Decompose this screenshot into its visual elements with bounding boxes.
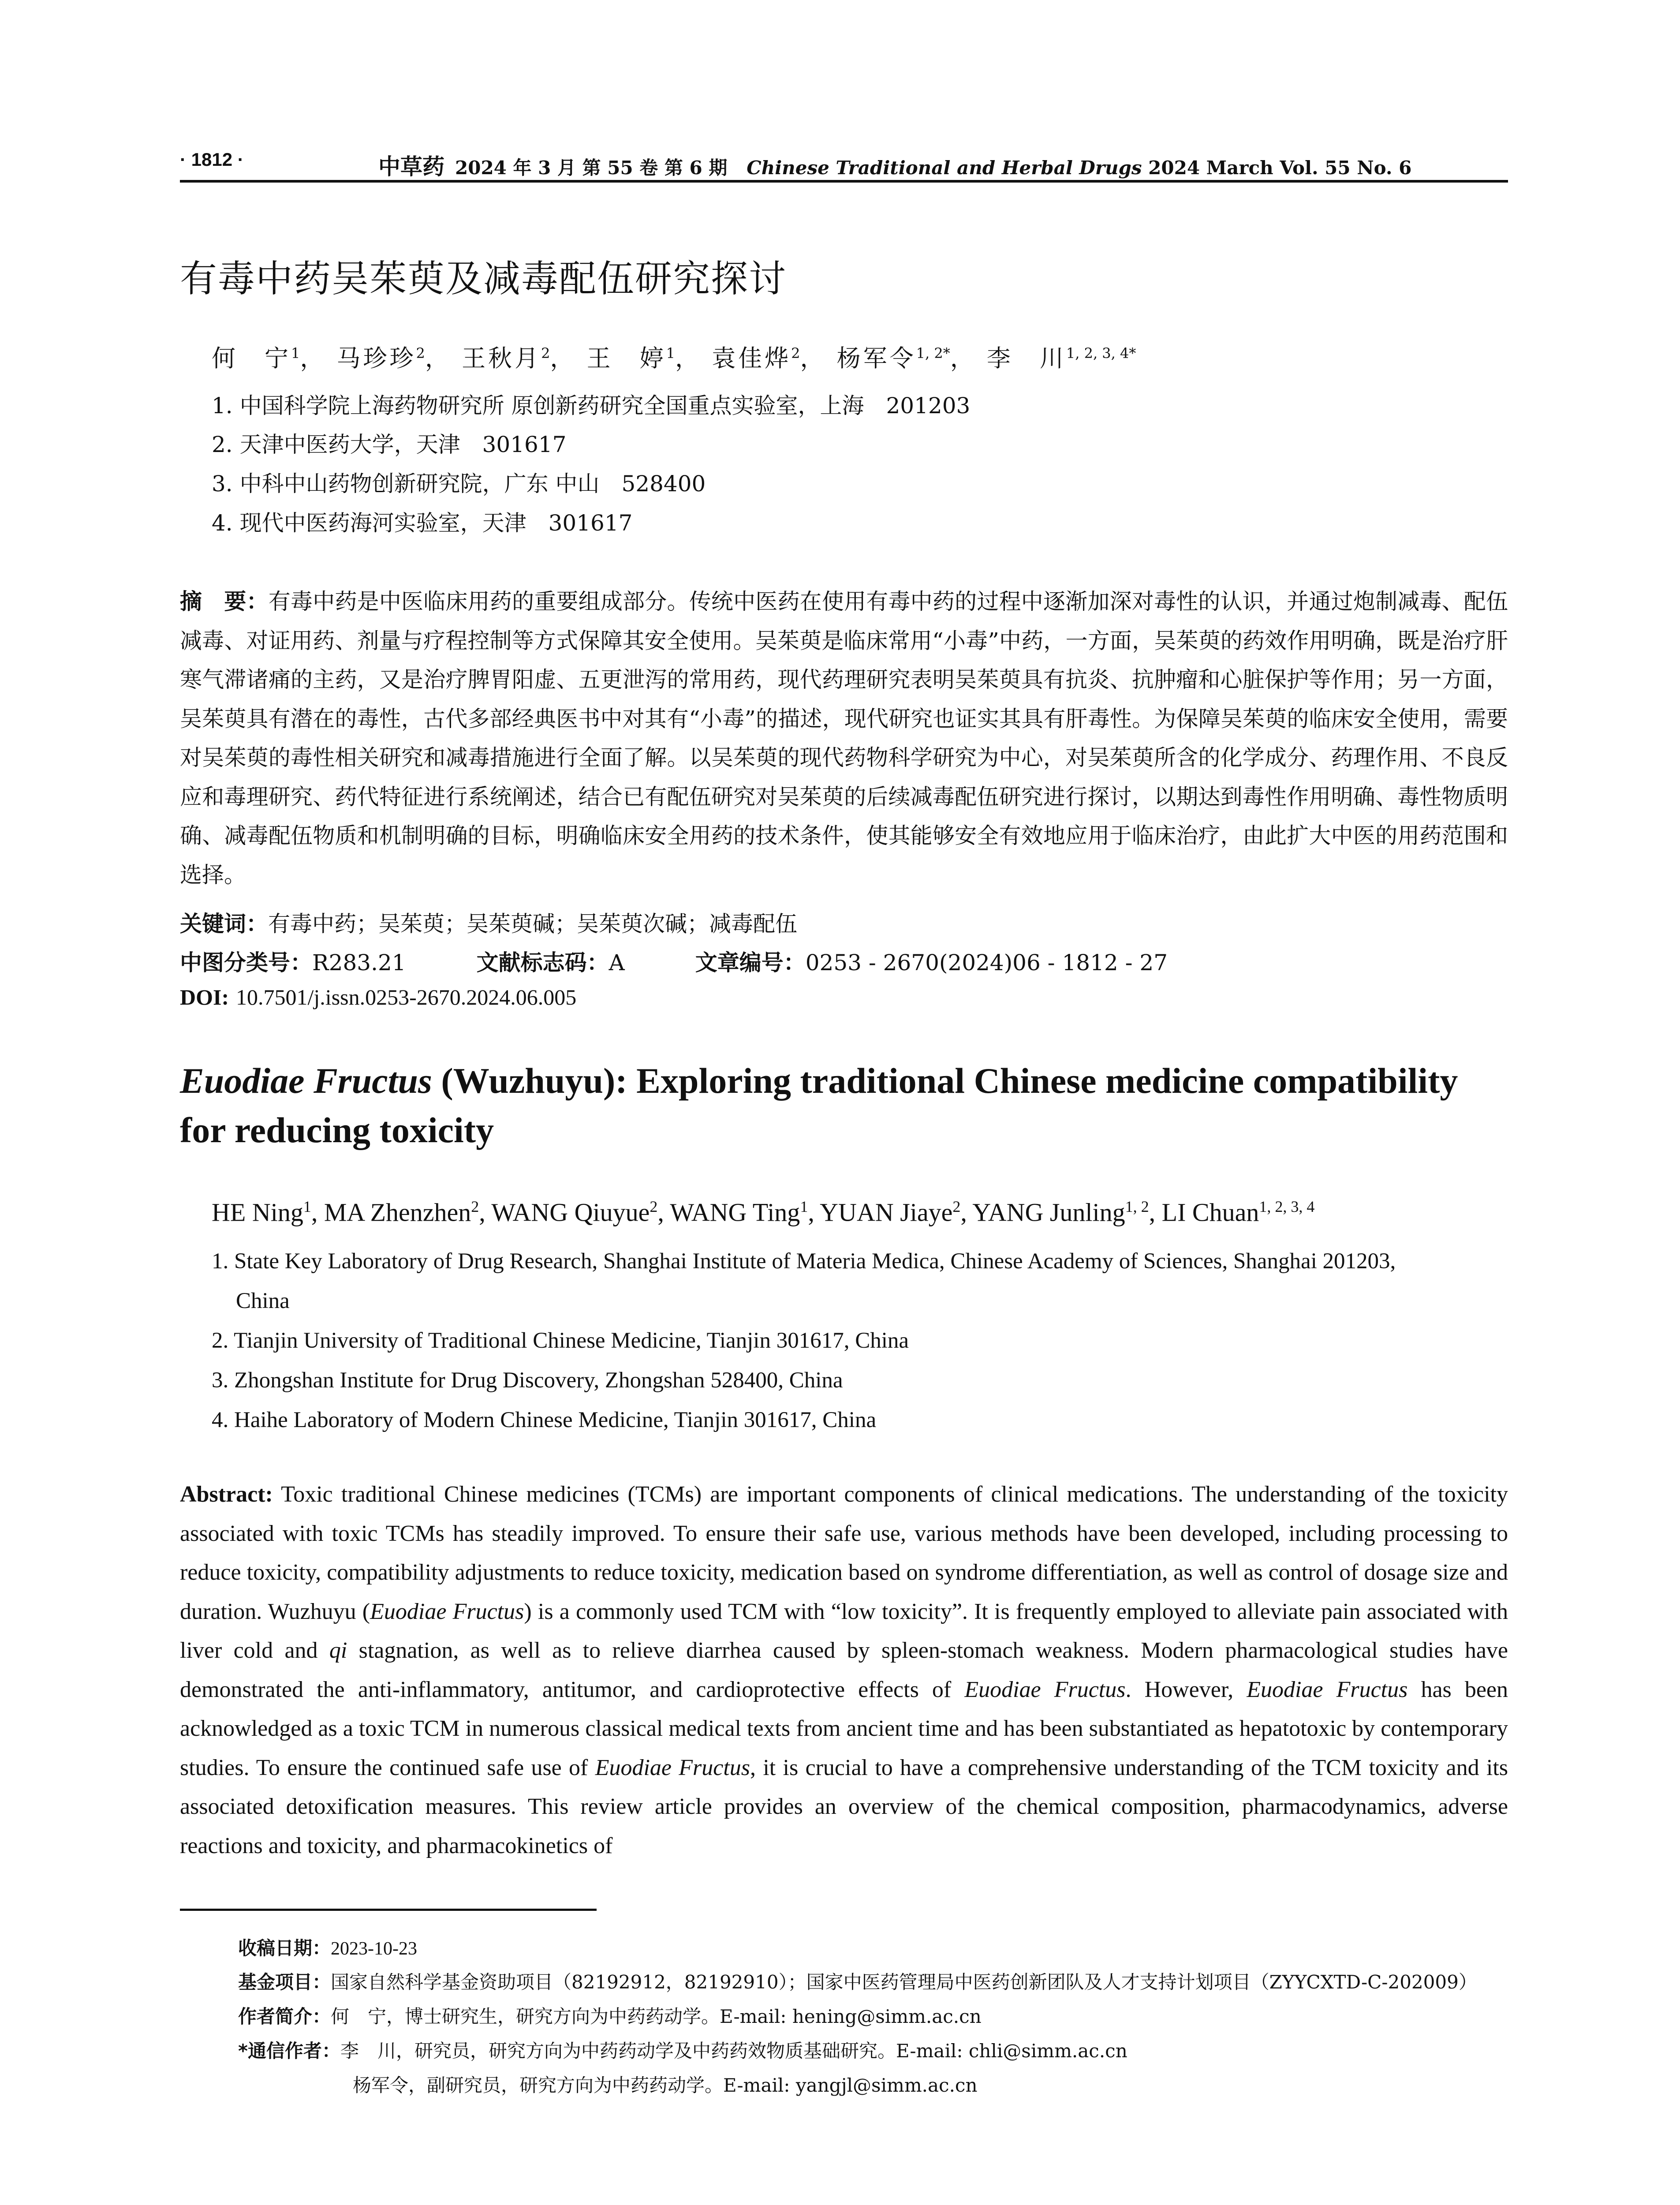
zh-author-list: 何 宁$^1$， 马珍珍$^2$， 王秋月$^2$， 王 婷$^1$， 袁佳烨$^2$， 杨军令$^{1, 2*}$， 李 川$^{1, 2, 3, 4*}$	[212, 344, 1136, 372]
zh-author: 袁佳烨	[712, 344, 791, 372]
zh-author: 王秋月	[462, 344, 541, 372]
zh-abstract-text: 有毒中药是中医临床用药的重要组成部分。传统中医药在使用有毒中药的过程中逐渐加深对毒性的认识，并通过炮制减毒、配伍减毒、对证用药、剂量与疗程控制等方式保障其安全使用。吴茱萸是临床常用“小毒”中药，一方面，吴茱萸的药效作用明确，既是治疗肝寒气滞诸痛的主药，又是治疗脾胃阳虚、五更泄泻的常用药，现代药理研究表明吴茱萸具有抗炎、抗肿瘤和心脏保护等作用；另一方面，吴茱萸具有潜在的毒性，古代多部经典医书中对其有“小毒”的描述，现代研究也证实其具有肝毒性。为保障吴茱萸的临床安全使用，需要对吴茱萸的毒性相关研究和减毒措施进行全面了解。以吴茱萸的现代药物科学研究为中心，对吴茱萸所含的化学成分、药理作用、不良反应和毒理研究、药代特征进行系统阐述，结合已有配伍研究对吴茱萸的后续减毒配伍研究进行探讨，以期达到毒性作用明确、毒性物质明确、减毒配伍物质和机制明确的目标，明确临床安全用药的技术条件，使其能够安全有效地应用于临床治疗，由此扩大中医的用药范围和选择。	[180, 589, 1508, 888]
zh-author-sup: 2	[541, 345, 550, 362]
zh-author: 马珍珍	[336, 344, 416, 372]
page-number: · 1812 ·	[180, 149, 244, 170]
zh-author: 何 宁	[212, 344, 291, 372]
footnote-received: 收稿日期：2023-10-23	[238, 1937, 417, 1959]
zh-author-sup: 1	[291, 345, 300, 362]
running-header	[180, 140, 1508, 183]
zh-author: 王 婷	[586, 344, 666, 372]
footnote-corresponding-2: 杨军令，副研究员，研究方向为中药药动学。E-mail: yangjl@simm.ac.cn	[353, 2074, 978, 2096]
journal-title	[378, 149, 1411, 181]
footnote-bio: 作者简介：何 宁，博士研究生，研究方向为中药药动学。E-mail: hening@simm.ac.cn	[238, 2006, 982, 2027]
zh-affiliation: 3. 中科中山药物创新研究院，广东 中山 528400	[212, 471, 706, 497]
zh-author: 李 川	[986, 344, 1066, 372]
en-title: Euodiae Fructus (Wuzhuyu): Exploring traditional Chinese medicine compatibility for reducing toxicity	[180, 1061, 1458, 1150]
zh-title: 有毒中药吴茱萸及减毒配伍研究探讨	[180, 257, 787, 300]
zh-keywords: 关键词：有毒中药；吴茱萸；吴茱萸碱；吴茱萸次碱；减毒配伍	[180, 911, 797, 937]
zh-affiliation: 2. 天津中医药大学，天津 301617	[212, 432, 567, 457]
zh-affiliation: 1. 中国科学院上海药物研究所 原创新药研究全国重点实验室，上海 201203	[212, 393, 971, 419]
en-abstract: Abstract: Toxic traditional Chinese medicines (TCMs) are important components of clinical medications. The understanding of the toxicity associated with toxic TCMs has steadily improved. To ensure their safe use, various methods have been developed, including processing to reduce toxicity, compatibility adjustments to reduce toxicity, medication based on syndrome differentiation, as well as control of dosage size and duration. Wuzhuyu (Euodiae Fructus) is a commonly used TCM with “low toxicity”. It is frequently employed to alleviate pain associated with liver cold and qi stagnation, as well as to relieve diarrhea caused by spleen-stomach weakness. Modern pharmacological studies have demonstrated the anti-inflammatory, antitumor, and cardioprotective effects of Euodiae Fructus. However, Euodiae Fructus has been acknowledged as a toxic TCM in numerous classical medical texts from ancient time and has been substantiated as hepatotoxic by contemporary studies. To ensure the continued safe use of Euodiae Fructus, it is crucial to have a comprehensive understanding of the TCM toxicity and its associated detoxification measures. This review article provides an overview of the chemical composition, pharmacodynamics, adverse reactions and toxicity, and pharmacokinetics of	[180, 1482, 1508, 1858]
issue-cn: 2024 年 3 月 第 55 卷 第 6 期	[455, 157, 728, 179]
en-affiliation: 1. State Key Laboratory of Drug Research, Shanghai Institute of Materia Medica, Chinese Academy of Sciences, Shanghai 201203, China 2. Tianjin University of Traditional Chinese Medicine, Tianjin 301617, China 3. Zhongshan Institute for Drug Discovery, Zhongshan 528400, China 4. Haihe Laboratory of Modern Chinese Medicine, Tianjin 301617, China	[212, 1249, 1396, 1432]
zh-author: 杨军令	[836, 344, 916, 372]
footnote-divider	[180, 1909, 597, 1911]
zh-author-sup: 1, 2, 3, 4*	[1066, 345, 1136, 362]
zh-author-sup: 2	[791, 345, 800, 362]
zh-affiliation: 4. 现代中医药海河实验室，天津 301617	[212, 510, 633, 536]
en-author-list: HE Ning$^1$, MA Zhenzhen$^2$, WANG Qiuyue$^2$, WANG Ting$^1$, YUAN Jiaye$^2$, YANG Junling$^{1, 2}$, LI Chuan$^{1, 2, 3, 4}$	[212, 1198, 1315, 1227]
footnote-corresponding: *通信作者：李 川，研究员，研究方向为中药药动学及中药药效物质基础研究。E-mail: chli@simm.ac.cn	[238, 2040, 1127, 2062]
zh-abstract	[180, 582, 1508, 894]
zh-author-sup: 1, 2*	[916, 345, 950, 362]
zh-classification: 中图分类号：R283.21 文献标志码：A 文章编号：0253 - 2670(2024)06 - 1812 - 27	[180, 950, 1168, 975]
issue-en: 2024 March Vol. 55 No. 6	[1148, 157, 1412, 179]
zh-author-sup: 2	[416, 345, 425, 362]
footnote-fund: 基金项目：国家自然科学基金资助项目（82192912，82192910）；国家中医药管理局中医药创新团队及人才支持计划项目（ZYYCXTD-C-202009）	[238, 1971, 1477, 1993]
journal-logo: 中草药	[378, 153, 444, 179]
zh-abstract-label: 摘 要：	[180, 589, 269, 614]
doi: DOI: 10.7501/j.issn.0253-2670.2024.06.005	[180, 985, 577, 1009]
journal-en: Chinese Traditional and Herbal Drugs	[747, 157, 1142, 179]
zh-author-sup: 1	[666, 345, 675, 362]
